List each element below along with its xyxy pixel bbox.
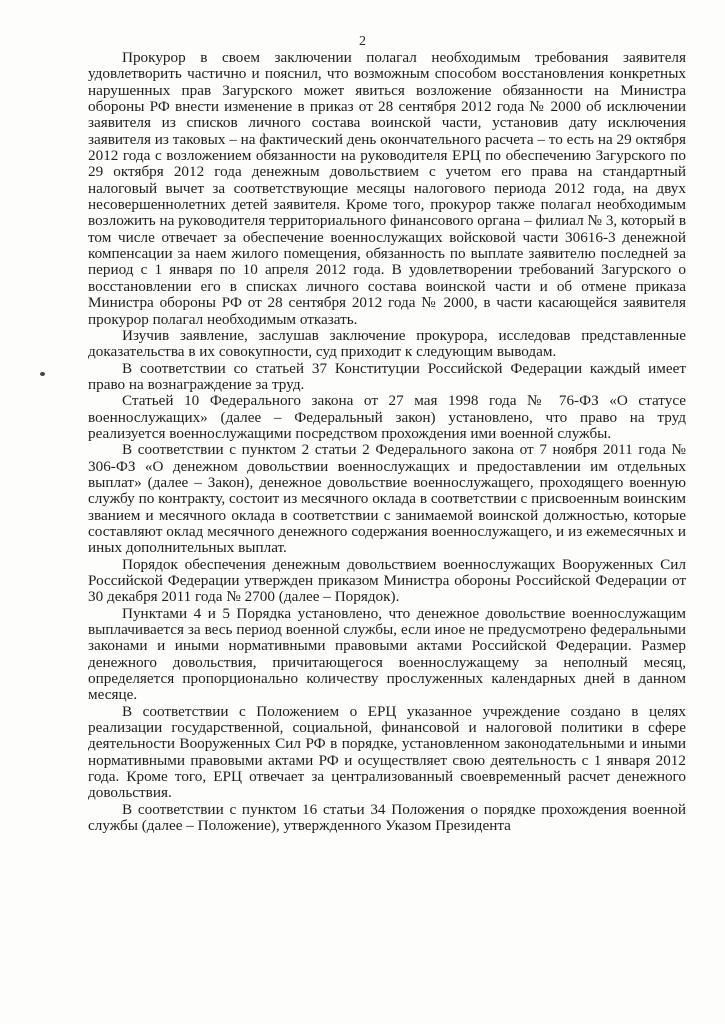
document-body <box>88 50 686 835</box>
paragraph-erc-regulation: В соответствии с Положением о ЕРЦ указанное учреждение создано в целях реализации государственной, социальной, финансовой и налоговой политики в сфере деятельности Вооруженных Сил РФ в порядке, установленном законодательными и иными нормативными правовыми актами РФ и осуществляет свою деятельность с 1 января 2012 года. Кроме того, ЕРЦ отвечает за централизованный своевременный расчет денежного довольствия. <box>88 702 686 802</box>
scan-speck <box>40 372 45 376</box>
paragraph-allowance-law: В соответствии с пунктом 2 статьи 2 Федерального закона от 7 ноября 2011 года № 306-ФЗ «О денежном довольствии военнослужащих и предоставлении им отдельных выплат» (далее – Закон), денежное довольствие военнослужащего, проходящего военную службу по контракту, состоит из месячного оклада в соответствии с присвоенным воинским званием и месячного оклада в соответствии с занимаемой воинской должностью, которые составляют оклад месячного денежного содержания военнослужащего, и из ежемесячных и иных дополнительных выплат. <box>88 441 686 557</box>
page-number: 2 <box>359 34 366 49</box>
paragraph-court-findings: Изучив заявление, заслушав заключение прокурора, исследовав представленные доказательства в их совокупности, суд приходит к следующим выводам. <box>88 326 686 361</box>
paragraph-constitution: В соответствии со статьей 37 Конституции Российской Федерации каждый имеет право на вознаграждение за труд. <box>88 359 686 393</box>
paragraph-order-2700: Порядок обеспечения денежным довольствием военнослужащих Вооруженных Сил Российской Федерации утвержден приказом Министра обороны Российской Федерации от 30 декабря 2011 года № 2700 (далее – Порядок). <box>88 555 686 606</box>
paragraph-status-law: Статьей 10 Федерального закона от 27 мая 1998 года № 76-ФЗ «О статусе военнослужащих» (далее – Федеральный закон) установлено, что право на труд реализуется военнослужащими посредством прохождения ими военной службы. <box>88 392 686 442</box>
paragraph-prosecutor-opinion: Прокурор в своем заключении полагал необходимым требования заявителя удовлетворить частично и пояснил, что возможным способом восстановления конкретных нарушенных прав Загурского может явиться возложение обязанности на Министра обороны РФ внести изменение в приказ от 28 сентября 2012 года № 2000 об исключении заявителя из списков личного состава воинской части, установив дату исключения заявителя из таковых – на фактический день окончательного расчета – то есть на 29 октября 2012 года с возложением обязанности на руководителя ЕРЦ по обеспечению Загурского по 29 октября 2012 года денежным довольствием с учетом его права на стандартный налоговый вычет за соответствующие месяцы налогового периода 2012 года, на двух несовершеннолетних детей заявителя. Кроме того, прокурор также полагал необходимым возложить на руководителя территориального финансового органа – филиал № 3, который в том числе отвечает за обеспечение военнослужащих войсковой части 30616-3 денежной компенсации за наем жилого помещения, обязанность по выплате заявителю последней за период с 1 января по 10 апреля 2012 года. В удовлетворении требований Загурского о восстановлении его в списках личного состава воинской части и об отмене приказа Министра обороны РФ от 28 сентября 2012 года № 2000, в части касающейся заявителя прокурор полагал необходимым отказать. <box>88 49 686 328</box>
paragraph-order-points: Пунктами 4 и 5 Порядка установлено, что денежное довольствие военнослужащим выплачивается за весь период военной службы, если иное не предусмотрено федеральными законами и иными нормативными правовыми актами Российской Федерации. Размер денежного довольствия, причитающегося военнослужащему за неполный месяц, определяется пропорционально количеству прослуженных календарных дней в данном месяце. <box>88 604 686 704</box>
paragraph-service-regulation: В соответствии с пунктом 16 статьи 34 Положения о порядке прохождения военной службы (далее – Положение), утвержденного Указом Президента <box>88 800 686 835</box>
